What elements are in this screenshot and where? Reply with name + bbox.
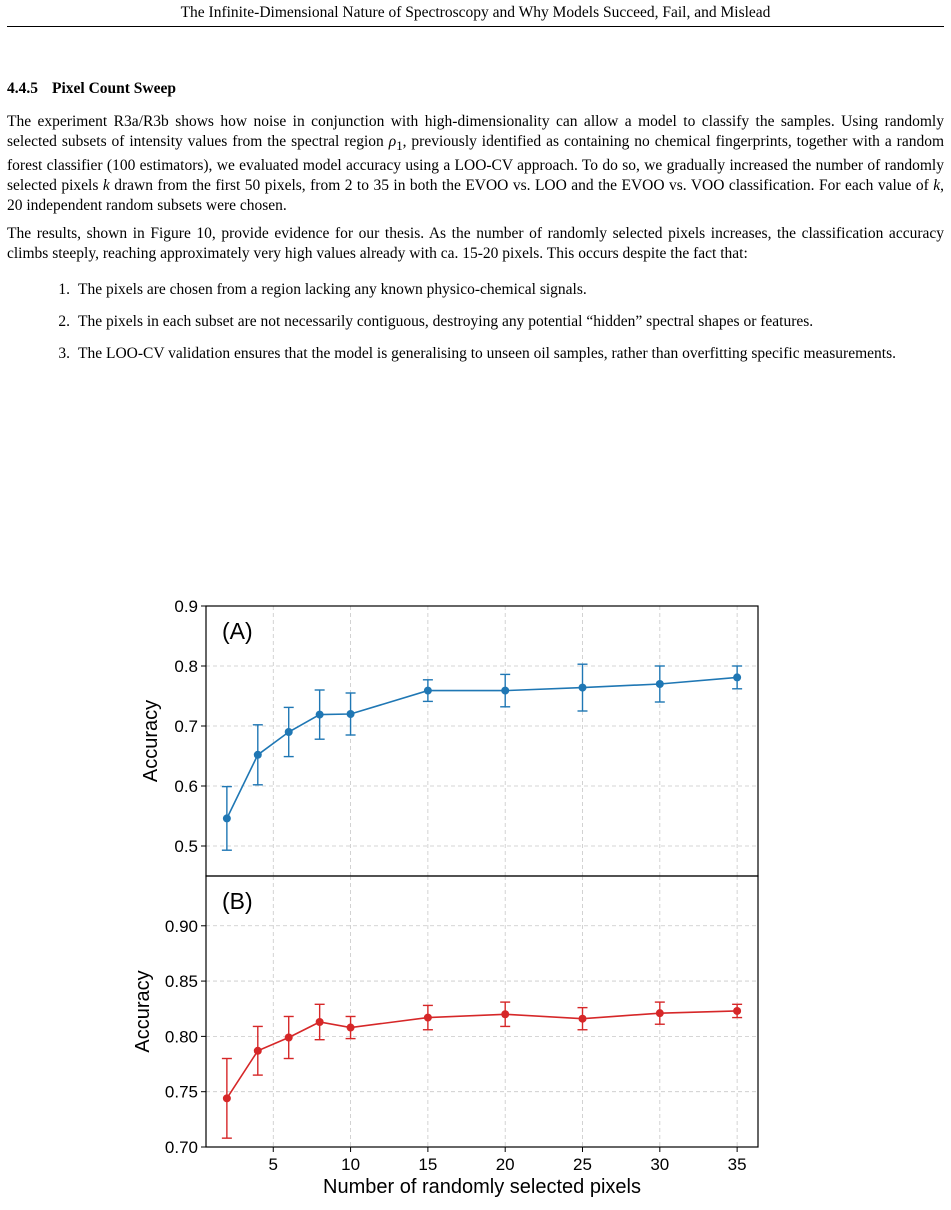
rho-subscript: 1 <box>396 138 403 154</box>
k-symbol-1: k <box>102 177 110 195</box>
data-point-b <box>656 1009 664 1017</box>
data-point-a <box>424 687 432 695</box>
running-header: The Infinite-Dimensional Nature of Spectroscopy and Why Models Succeed, Fail, and Mislead <box>180 4 771 21</box>
x-tick-label: 25 <box>573 1155 592 1174</box>
data-point-b <box>285 1033 293 1041</box>
data-point-b <box>347 1024 355 1032</box>
list-number: 3. <box>58 345 70 363</box>
list-item <box>7 344 944 363</box>
data-point-b <box>733 1007 741 1015</box>
page-content <box>7 80 944 376</box>
p1-text-c: drawn from the first 50 pixels, from 2 to 35 in both the EVOO vs. LOO and the EVOO vs. VOO classification. For each value of <box>109 177 934 195</box>
y-tick-label-b: 0.85 <box>164 972 198 992</box>
y-tick-label-a: 0.5 <box>174 837 198 856</box>
y-tick-label-a: 0.6 <box>174 777 198 796</box>
rho-symbol: ρ <box>388 133 397 150</box>
data-point-a <box>579 684 587 692</box>
figure-accuracy-chart <box>125 590 805 1205</box>
y-axis-label-b: Accuracy <box>132 970 154 1053</box>
list-item <box>7 312 944 331</box>
x-tick-label: 30 <box>650 1155 670 1174</box>
header-rule <box>7 26 944 27</box>
data-point-a <box>254 751 262 759</box>
y-tick-label-b: 0.90 <box>164 916 198 936</box>
data-point-b <box>316 1018 324 1026</box>
data-point-a <box>656 680 664 688</box>
y-tick-label-a: 0.7 <box>174 717 198 736</box>
y-tick-label-b: 0.70 <box>164 1138 198 1157</box>
axes-frame-b <box>206 876 758 1147</box>
y-tick-label-a: 0.8 <box>174 657 198 676</box>
panel-label-b: (B) <box>222 888 253 914</box>
section-title: Pixel Count Sweep <box>52 80 176 97</box>
data-point-a <box>501 687 509 695</box>
section-number: 4.4.5 <box>7 80 38 97</box>
paragraph-2: The results, shown in Figure 10, provide evidence for our thesis. As the number of randomly selected pixels increases, the classification accuracy climbs steeply, reaching approximately very high values already with ca. 15-20 pixels. This occurs despite the fact that: <box>7 225 944 263</box>
list-text: The pixels are chosen from a region lacking any known physico-chemical signals. <box>78 281 587 299</box>
list-number: 1. <box>58 281 70 299</box>
list-number: 2. <box>58 313 70 331</box>
data-point-b <box>579 1015 587 1023</box>
data-point-a <box>733 673 741 681</box>
x-tick-label: 15 <box>418 1155 438 1174</box>
p1-text-a: The experiment R3a/R3b shows how noise in conjunction with high-dimensionality can allow a model to classify the samples. Using randomly selected subsets of intensity values from the spectral region <box>7 113 944 150</box>
p1-text-d: , 20 independent random subsets were chosen. <box>7 177 944 215</box>
data-point-b <box>223 1094 231 1102</box>
y-tick-label-b: 0.80 <box>164 1027 198 1047</box>
x-tick-label: 35 <box>727 1155 747 1174</box>
data-point-b <box>254 1047 262 1055</box>
list-item <box>7 280 944 299</box>
enumerated-list <box>7 280 944 363</box>
paragraph-1 <box>7 112 944 216</box>
data-point-a <box>223 814 231 822</box>
series-line-a <box>227 677 737 818</box>
k-symbol-2: k <box>933 177 941 195</box>
data-point-a <box>347 710 355 718</box>
x-tick-label: 10 <box>341 1155 361 1174</box>
panel-label-a: (A) <box>222 618 253 644</box>
data-point-a <box>316 711 324 719</box>
x-tick-label: 5 <box>268 1155 278 1174</box>
data-point-a <box>285 728 293 736</box>
y-tick-label-b: 0.75 <box>164 1082 198 1102</box>
y-tick-label-a: 0.9 <box>174 597 198 616</box>
data-point-b <box>424 1014 432 1022</box>
data-point-b <box>501 1010 509 1018</box>
y-axis-label-a: Accuracy <box>140 699 162 783</box>
section-heading <box>7 80 944 98</box>
list-text: The pixels in each subset are not necessarily contiguous, destroying any potential “hidden” spectral shapes or features. <box>78 313 814 331</box>
list-text: The LOO-CV validation ensures that the model is generalising to unseen oil samples, rather than overfitting specific measurements. <box>78 345 896 363</box>
x-axis-label: Number of randomly selected pixels <box>323 1176 641 1198</box>
p1-text-b: , previously identified as containing no chemical fingerprints, together with a random forest classifier (100 estimators), we evaluated model accuracy using a LOO-CV approach. To do so, we gradually increased the number of randomly selected pixels <box>7 133 944 195</box>
x-tick-label: 20 <box>495 1155 515 1174</box>
